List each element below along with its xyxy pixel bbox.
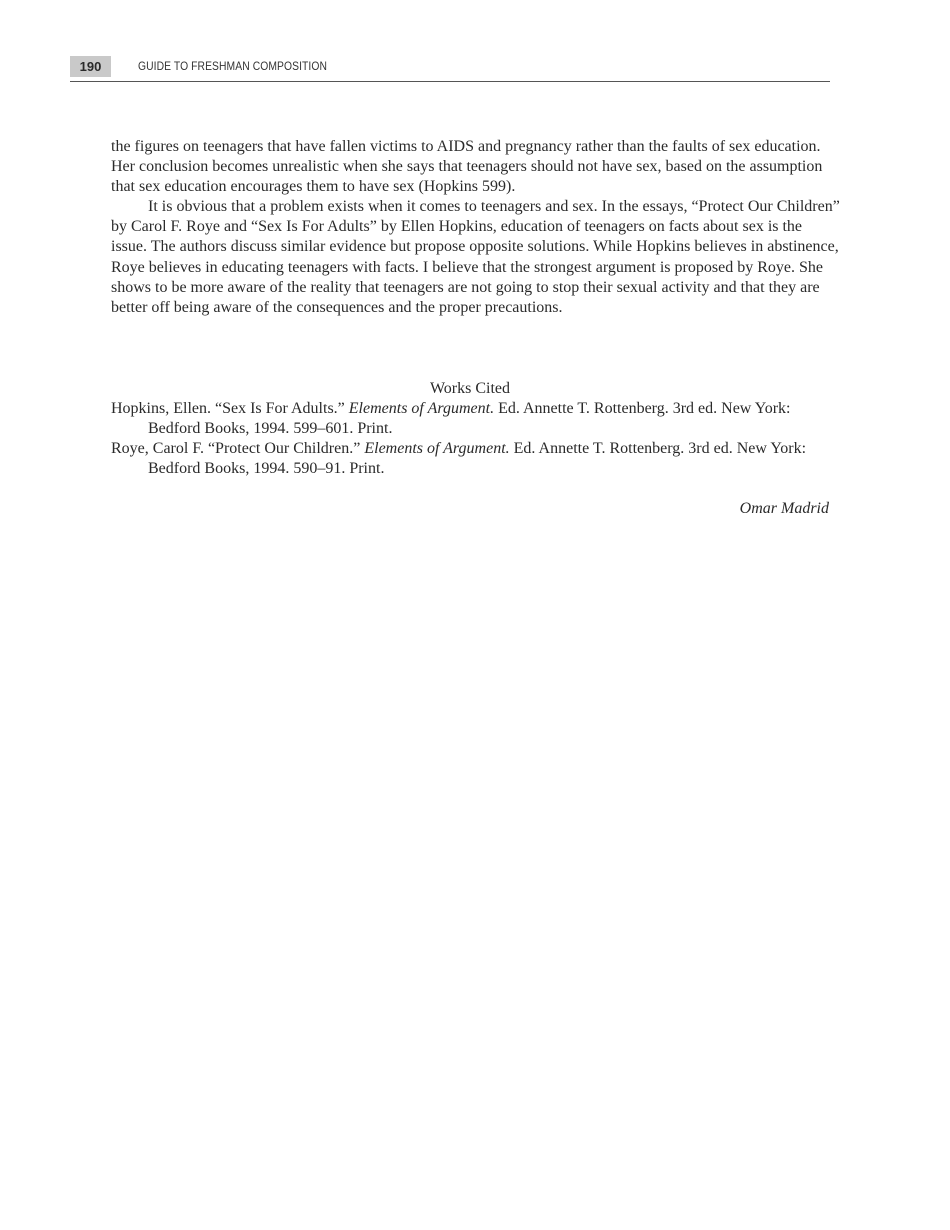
- essay-paragraph: It is obvious that a problem exists when it comes to teenagers and sex. In the essays, “Protect Our Children” by Carol F. Roye and “Sex Is For Adults” by Ellen Hopkins, education of teenagers on facts about sex is the issue. The authors discuss similar evidence but propose opposite solutions. While Hopkins believes in abstinence, Roye believes in educating teenagers with facts. I believe that the strongest argument is proposed by Roye. She shows to be more aware of the reality that teenagers are not going to stop their sexual activity and that they are better off being aware of the consequences and the proper precautions.: [111, 198, 840, 316]
- works-cited-list: [111, 399, 811, 479]
- citation-entry: [111, 399, 811, 439]
- citation-author-and-essay: Roye, Carol F. “Protect Our Children.”: [111, 440, 365, 458]
- citation-book-title: Elements of Argument.: [364, 440, 510, 458]
- citation-book-title: Elements of Argument.: [348, 400, 495, 417]
- essay-paragraph: the figures on teenagers that have fallen victims to AIDS and pregnancy rather than the faults of sex education. Her conclusion becomes unrealistic when she says that teenagers should not have sex, based on the assumption that sex education encourages them to have sex (Hopkins 599).: [111, 138, 823, 196]
- author-name: Omar Madrid: [739, 500, 829, 517]
- running-title: GUIDE TO FRESHMAN COMPOSITION: [138, 59, 328, 73]
- page-number: 190: [70, 56, 111, 77]
- citation-publication-details: Ed. Annette T. Rottenberg. 3rd ed. New York: Bedford Books, 1994. 590–91. Print.: [148, 440, 807, 478]
- essay-body: [111, 137, 841, 318]
- citation-author-and-essay: Hopkins, Ellen. “Sex Is For Adults.”: [111, 400, 349, 417]
- citation-publication-details: Ed. Annette T. Rottenberg. 3rd ed. New York: Bedford Books, 1994. 599–601. Print.: [148, 400, 791, 438]
- running-head: [70, 56, 830, 82]
- citation-entry: [111, 439, 811, 479]
- works-cited-heading: Works Cited: [429, 380, 511, 397]
